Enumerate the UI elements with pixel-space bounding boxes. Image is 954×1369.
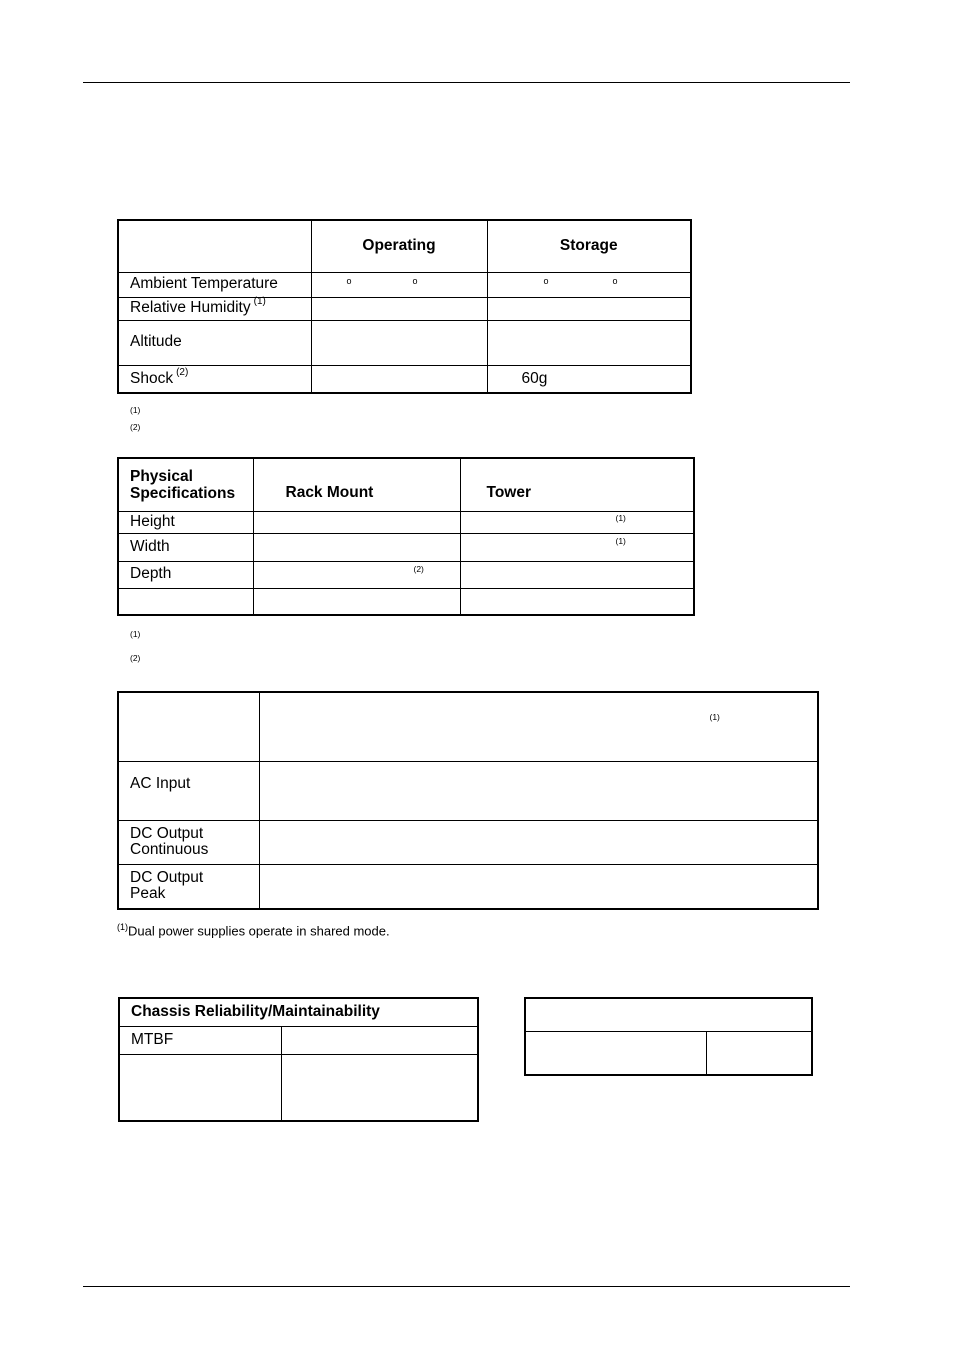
footnote-ref: (1): [615, 535, 626, 546]
env-row-operating: [311, 272, 487, 297]
env-header-blank: [118, 220, 311, 272]
phys-row-tower: [460, 511, 694, 533]
env-row-operating: [311, 297, 487, 320]
footer-rule: [83, 1286, 850, 1287]
phys-header-label: Physical Specifications: [118, 458, 253, 511]
footnote-ref: (2): [413, 563, 424, 574]
reliability-header: Chassis Reliability/Maintainability: [119, 998, 478, 1026]
phys-row-tower: [460, 533, 694, 561]
env-row-storage: [487, 297, 691, 320]
phys-row-rack: [253, 561, 460, 588]
power-footnote: $^{(1)}$Dual power supplies operate in shared mode.: [117, 922, 390, 939]
env-header-storage: Storage: [487, 220, 691, 272]
small-table-cell: [525, 1031, 706, 1075]
env-row-label: Relative Humidity $^{(1)}$: [118, 297, 311, 320]
footnote-marker: (2): [130, 653, 141, 663]
power-supply-table: [117, 691, 819, 910]
power-row-value: [259, 761, 818, 820]
degree-mark: o: [412, 275, 418, 286]
reliability-row-label: MTBF: [119, 1026, 281, 1054]
power-header-blank: [118, 692, 259, 761]
reliability-row-label: [119, 1054, 281, 1121]
environmental-table: [117, 219, 692, 394]
env-row-storage: [487, 320, 691, 365]
phys-row-rack: [253, 511, 460, 533]
physical-specifications-table: [117, 457, 695, 616]
footnote-marker: (1): [130, 629, 141, 639]
power-row-value: [259, 864, 818, 909]
phys-row-label: Height: [118, 511, 253, 533]
chassis-reliability-table: [118, 997, 479, 1122]
env-header-operating: Operating: [311, 220, 487, 272]
header-rule: [83, 82, 850, 83]
phys-row-tower: [460, 561, 694, 588]
degree-mark: o: [346, 275, 352, 286]
reliability-row-value: [281, 1054, 478, 1121]
small-table-header: [525, 998, 812, 1031]
env-row-operating: [311, 365, 487, 393]
env-row-storage: 60g: [487, 365, 691, 393]
phys-row-rack: [253, 533, 460, 561]
phys-row-label: Depth: [118, 561, 253, 588]
phys-row-label: Width: [118, 533, 253, 561]
phys-row-label: [118, 588, 253, 615]
reliability-row-value: [281, 1026, 478, 1054]
phys-row-rack: [253, 588, 460, 615]
power-row-label: DC Output Continuous: [118, 820, 259, 864]
footnote-ref: (2): [176, 366, 189, 378]
env-row-operating: [311, 320, 487, 365]
env-row-storage: [487, 272, 691, 297]
footnote-ref: (1): [253, 296, 266, 308]
footnote-marker: (2): [130, 422, 141, 432]
phys-row-tower: [460, 588, 694, 615]
power-row-value: [259, 820, 818, 864]
env-row-label: Shock $^{(2)}$: [118, 365, 311, 393]
power-header-value: [259, 692, 818, 761]
env-row-label: Altitude: [118, 320, 311, 365]
power-row-label: DC Output Peak: [118, 864, 259, 909]
power-row-label: AC Input: [118, 761, 259, 820]
small-table: [524, 997, 813, 1076]
footnote-marker: (1): [130, 405, 141, 415]
phys-header-rack: Rack Mount: [253, 458, 460, 511]
small-table-cell: [706, 1031, 812, 1075]
footnote-ref: (1): [615, 512, 626, 523]
phys-header-tower: Tower: [460, 458, 694, 511]
degree-mark: o: [612, 275, 618, 286]
degree-mark: o: [543, 275, 549, 286]
footnote-ref: (1): [709, 712, 720, 722]
env-row-label: Ambient Temperature: [118, 272, 311, 297]
